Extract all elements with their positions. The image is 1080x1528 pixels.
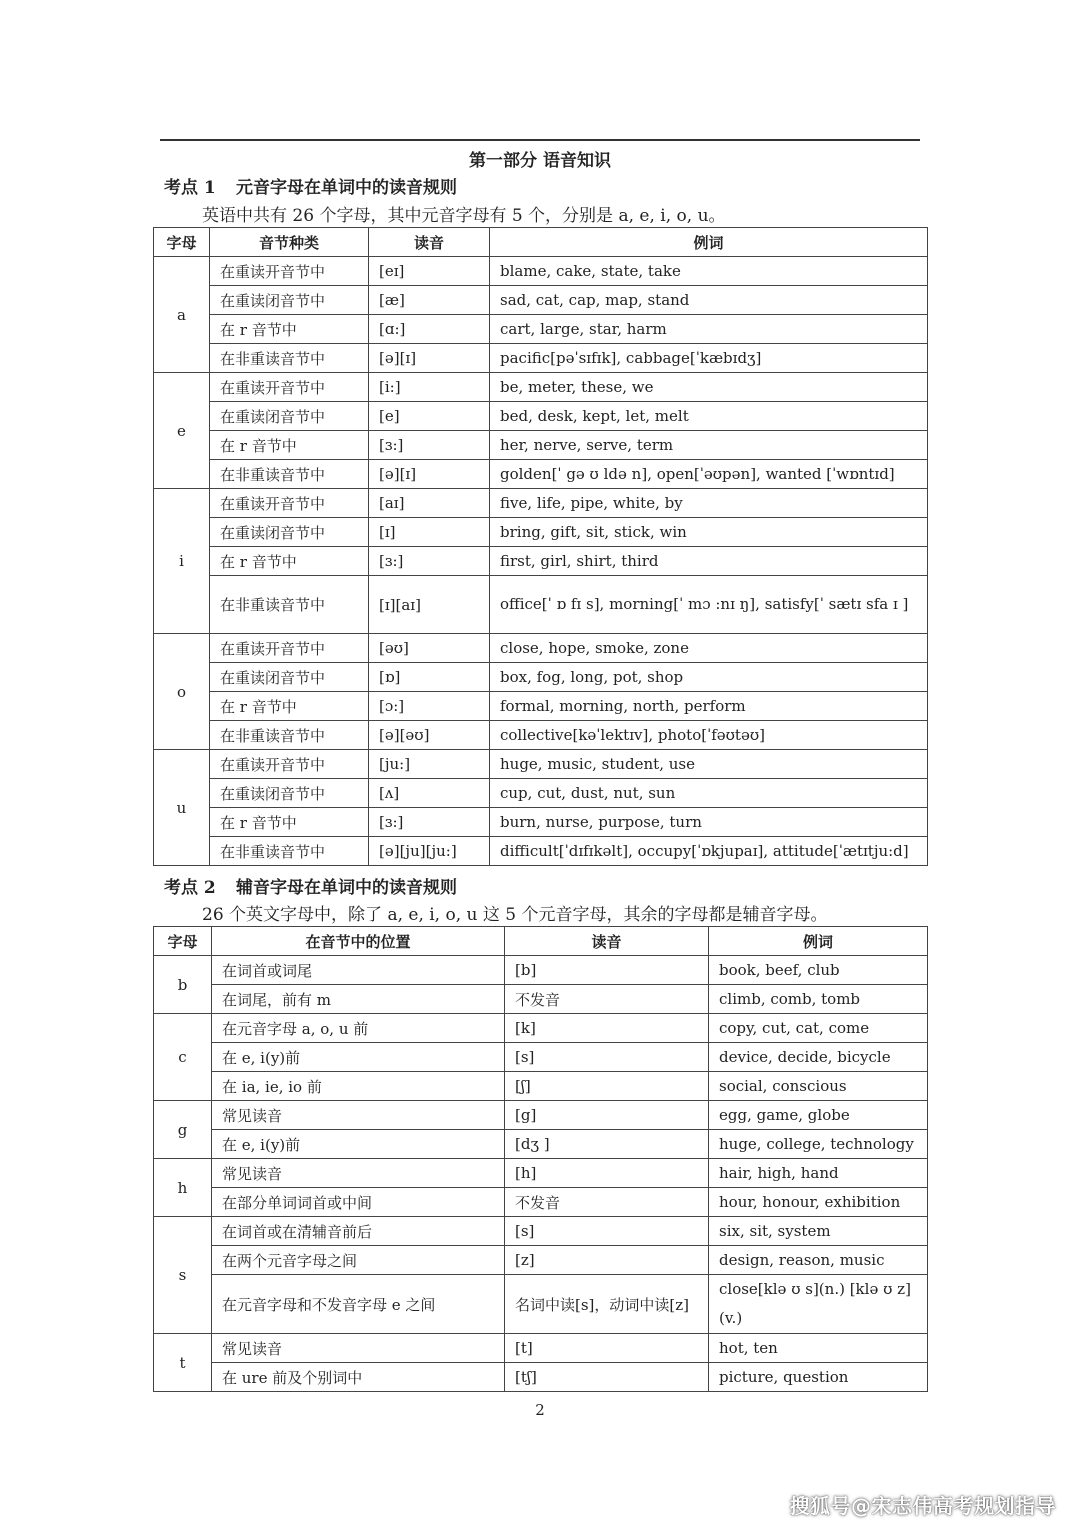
pronunciation-cell: [ə][əʊ] bbox=[369, 721, 490, 750]
examples-cell: six, sit, system bbox=[709, 1217, 928, 1246]
letter-cell: g bbox=[154, 1101, 212, 1159]
examples-cell: blame, cake, state, take bbox=[490, 257, 928, 286]
table-row bbox=[154, 663, 928, 692]
table-row bbox=[154, 576, 928, 634]
examples-cell: pacific[pəˈsɪfɪk], cabbage[ˈkæbɪdʒ] bbox=[490, 344, 928, 373]
table-row bbox=[154, 1275, 928, 1334]
pronunciation-cell: [ə][ɪ] bbox=[369, 344, 490, 373]
pronunciation-cell: [ɪ][aɪ] bbox=[369, 576, 490, 634]
pronunciation-cell: [eɪ] bbox=[369, 257, 490, 286]
table-row bbox=[154, 1101, 928, 1130]
examples-cell: her, nerve, serve, term bbox=[490, 431, 928, 460]
examples-cell: design, reason, music bbox=[709, 1246, 928, 1275]
pronunciation-cell: [ɜ:] bbox=[369, 808, 490, 837]
table-row bbox=[154, 431, 928, 460]
syllable-type-cell: 在重读开音节中 bbox=[210, 257, 369, 286]
section2-number: 考点 2 bbox=[164, 878, 216, 898]
pronunciation-cell: [ə][ju][ju:] bbox=[369, 837, 490, 866]
syllable-type-cell: 在非重读音节中 bbox=[210, 344, 369, 373]
examples-cell: be, meter, these, we bbox=[490, 373, 928, 402]
pronunciation-cell: 名词中读[s]，动词中读[z] bbox=[505, 1275, 709, 1334]
header-examples: 例词 bbox=[490, 228, 928, 257]
letter-cell: c bbox=[154, 1014, 212, 1101]
consonant-rules-table bbox=[153, 926, 928, 1392]
letter-cell: b bbox=[154, 956, 212, 1014]
pronunciation-cell: [ʌ] bbox=[369, 779, 490, 808]
letter-cell: o bbox=[154, 634, 210, 750]
table-row bbox=[154, 808, 928, 837]
pronunciation-cell: [b] bbox=[505, 956, 709, 985]
position-cell: 在 ia, ie, io 前 bbox=[212, 1072, 505, 1101]
table-row bbox=[154, 286, 928, 315]
table-row bbox=[154, 315, 928, 344]
pronunciation-cell: [ɪ] bbox=[369, 518, 490, 547]
pronunciation-cell: [ʃ] bbox=[505, 1072, 709, 1101]
examples-cell: sad, cat, cap, map, stand bbox=[490, 286, 928, 315]
pronunciation-cell: [t] bbox=[505, 1334, 709, 1363]
syllable-type-cell: 在重读闭音节中 bbox=[210, 402, 369, 431]
section1-intro: 英语中共有 26 个字母，其中元音字母有 5 个，分别是 a, e, i, o, u。 bbox=[202, 206, 726, 226]
position-cell: 在部分单词词首或中间 bbox=[212, 1188, 505, 1217]
table-row bbox=[154, 1159, 928, 1188]
examples-cell: book, beef, club bbox=[709, 956, 928, 985]
table-row bbox=[154, 1043, 928, 1072]
examples-cell: social, conscious bbox=[709, 1072, 928, 1101]
header-position: 在音节中的位置 bbox=[212, 927, 505, 956]
examples-cell: five, life, pipe, white, by bbox=[490, 489, 928, 518]
table-row bbox=[154, 489, 928, 518]
table-row bbox=[154, 344, 928, 373]
table-row bbox=[154, 1246, 928, 1275]
table-row bbox=[154, 721, 928, 750]
letter-cell: e bbox=[154, 373, 210, 489]
table-row bbox=[154, 750, 928, 779]
pronunciation-cell: [ə][ɪ] bbox=[369, 460, 490, 489]
section1-heading bbox=[164, 173, 457, 198]
letter-cell: a bbox=[154, 257, 210, 373]
examples-cell: cart, large, star, harm bbox=[490, 315, 928, 344]
pronunciation-cell: [ɜ:] bbox=[369, 547, 490, 576]
letter-cell: i bbox=[154, 489, 210, 634]
syllable-type-cell: 在非重读音节中 bbox=[210, 837, 369, 866]
pronunciation-cell: [h] bbox=[505, 1159, 709, 1188]
examples-cell: picture, question bbox=[709, 1363, 928, 1392]
table-row bbox=[154, 460, 928, 489]
pronunciation-cell: 不发音 bbox=[505, 985, 709, 1014]
table-row bbox=[154, 956, 928, 985]
examples-cell: bed, desk, kept, let, melt bbox=[490, 402, 928, 431]
examples-cell: cup, cut, dust, nut, sun bbox=[490, 779, 928, 808]
syllable-type-cell: 在重读开音节中 bbox=[210, 489, 369, 518]
position-cell: 常见读音 bbox=[212, 1159, 505, 1188]
table-row bbox=[154, 547, 928, 576]
table-row bbox=[154, 402, 928, 431]
syllable-type-cell: 在非重读音节中 bbox=[210, 721, 369, 750]
examples-cell: egg, game, globe bbox=[709, 1101, 928, 1130]
syllable-type-cell: 在重读开音节中 bbox=[210, 750, 369, 779]
examples-cell: hair, high, hand bbox=[709, 1159, 928, 1188]
examples-cell: huge, college, technology bbox=[709, 1130, 928, 1159]
vowel-rules-table bbox=[153, 227, 928, 866]
syllable-type-cell: 在重读闭音节中 bbox=[210, 518, 369, 547]
syllable-type-cell: 在 r 音节中 bbox=[210, 431, 369, 460]
pronunciation-cell: [s] bbox=[505, 1043, 709, 1072]
examples-cell: first, girl, shirt, third bbox=[490, 547, 928, 576]
pronunciation-cell: [g] bbox=[505, 1101, 709, 1130]
watermark: 搜狐号@宋志伟高考规划指导 bbox=[789, 1494, 1056, 1518]
table-row bbox=[154, 518, 928, 547]
letter-cell: u bbox=[154, 750, 210, 866]
syllable-type-cell: 在重读开音节中 bbox=[210, 373, 369, 402]
table-row bbox=[154, 837, 928, 866]
examples-cell: collective[kəˈlektɪv], photo[ˈfəʊtəʊ] bbox=[490, 721, 928, 750]
examples-cell: formal, morning, north, perform bbox=[490, 692, 928, 721]
pronunciation-cell: [ɜ:] bbox=[369, 431, 490, 460]
table-row bbox=[154, 985, 928, 1014]
syllable-type-cell: 在 r 音节中 bbox=[210, 692, 369, 721]
pronunciation-cell: [dʒ ] bbox=[505, 1130, 709, 1159]
examples-cell: golden[ˈ gə ʊ ldə n], open[ˈəʊpən], wanted [ˈwɒntɪd] bbox=[490, 460, 928, 489]
pronunciation-cell: [k] bbox=[505, 1014, 709, 1043]
table-row bbox=[154, 373, 928, 402]
table-header-row bbox=[154, 228, 928, 257]
consonant-rules-body bbox=[154, 956, 928, 1392]
position-cell: 在 ure 前及个别词中 bbox=[212, 1363, 505, 1392]
header-pronunciation: 读音 bbox=[505, 927, 709, 956]
table-row bbox=[154, 779, 928, 808]
examples-cell: copy, cut, cat, come bbox=[709, 1014, 928, 1043]
syllable-type-cell: 在非重读音节中 bbox=[210, 576, 369, 634]
examples-cell: close[klə ʊ s](n.) [klə ʊ z](v.) bbox=[709, 1275, 928, 1334]
table-row bbox=[154, 1363, 928, 1392]
pronunciation-cell: [ɔ:] bbox=[369, 692, 490, 721]
position-cell: 在 e, i(y)前 bbox=[212, 1130, 505, 1159]
syllable-type-cell: 在 r 音节中 bbox=[210, 315, 369, 344]
header-letter: 字母 bbox=[154, 927, 212, 956]
syllable-type-cell: 在重读闭音节中 bbox=[210, 779, 369, 808]
table-row bbox=[154, 1334, 928, 1363]
pronunciation-cell: [əʊ] bbox=[369, 634, 490, 663]
section1-number: 考点 1 bbox=[164, 178, 216, 198]
section2-intro: 26 个英文字母中，除了 a, e, i, o, u 这 5 个元音字母，其余的字母都是辅音字母。 bbox=[202, 905, 828, 925]
examples-cell: burn, nurse, purpose, turn bbox=[490, 808, 928, 837]
pronunciation-cell: [tʃ] bbox=[505, 1363, 709, 1392]
section2-title: 辅音字母在单词中的读音规则 bbox=[236, 878, 457, 898]
pronunciation-cell: [æ] bbox=[369, 286, 490, 315]
examples-cell: device, decide, bicycle bbox=[709, 1043, 928, 1072]
examples-cell: climb, comb, tomb bbox=[709, 985, 928, 1014]
pronunciation-cell: [s] bbox=[505, 1217, 709, 1246]
position-cell: 在词尾，前有 m bbox=[212, 985, 505, 1014]
page-number: 2 bbox=[535, 1401, 545, 1419]
letter-cell: h bbox=[154, 1159, 212, 1217]
table-header-row bbox=[154, 927, 928, 956]
pronunciation-cell: [z] bbox=[505, 1246, 709, 1275]
position-cell: 在词首或在清辅音前后 bbox=[212, 1217, 505, 1246]
position-cell: 在两个元音字母之间 bbox=[212, 1246, 505, 1275]
position-cell: 常见读音 bbox=[212, 1334, 505, 1363]
pronunciation-cell: [i:] bbox=[369, 373, 490, 402]
syllable-type-cell: 在 r 音节中 bbox=[210, 808, 369, 837]
pronunciation-cell: [ju:] bbox=[369, 750, 490, 779]
table-row bbox=[154, 1014, 928, 1043]
header-examples: 例词 bbox=[709, 927, 928, 956]
pronunciation-cell: 不发音 bbox=[505, 1188, 709, 1217]
examples-cell: box, fog, long, pot, shop bbox=[490, 663, 928, 692]
syllable-type-cell: 在重读开音节中 bbox=[210, 634, 369, 663]
pronunciation-cell: [ɑ:] bbox=[369, 315, 490, 344]
pronunciation-cell: [ɒ] bbox=[369, 663, 490, 692]
examples-cell: hot, ten bbox=[709, 1334, 928, 1363]
part-title: 第一部分 语音知识 bbox=[469, 151, 611, 171]
syllable-type-cell: 在 r 音节中 bbox=[210, 547, 369, 576]
syllable-type-cell: 在重读闭音节中 bbox=[210, 286, 369, 315]
vowel-rules-body bbox=[154, 257, 928, 866]
top-rule bbox=[160, 139, 920, 141]
header-pronunciation: 读音 bbox=[369, 228, 490, 257]
section2-heading bbox=[164, 873, 457, 898]
examples-cell: close, hope, smoke, zone bbox=[490, 634, 928, 663]
position-cell: 在元音字母和不发音字母 e 之间 bbox=[212, 1275, 505, 1334]
table-row bbox=[154, 1217, 928, 1246]
section1-title: 元音字母在单词中的读音规则 bbox=[236, 178, 457, 198]
examples-cell: bring, gift, sit, stick, win bbox=[490, 518, 928, 547]
header-syllable-type: 音节种类 bbox=[210, 228, 369, 257]
examples-cell: difficult[ˈdɪfɪkəlt], occupy[ˈɒkjupaɪ], attitude[ˈætɪtju:d] bbox=[490, 837, 928, 866]
table-row bbox=[154, 257, 928, 286]
letter-cell: s bbox=[154, 1217, 212, 1334]
syllable-type-cell: 在重读闭音节中 bbox=[210, 663, 369, 692]
letter-cell: t bbox=[154, 1334, 212, 1392]
table-row bbox=[154, 634, 928, 663]
table-row bbox=[154, 1130, 928, 1159]
pronunciation-cell: [aɪ] bbox=[369, 489, 490, 518]
syllable-type-cell: 在非重读音节中 bbox=[210, 460, 369, 489]
position-cell: 在词首或词尾 bbox=[212, 956, 505, 985]
examples-cell: office[ˈ ɒ fɪ s], morning[ˈ mɔ :nɪ ŋ], satisfy[ˈ sætɪ sfa ɪ ] bbox=[490, 576, 928, 634]
header-letter: 字母 bbox=[154, 228, 210, 257]
position-cell: 在元音字母 a, o, u 前 bbox=[212, 1014, 505, 1043]
examples-cell: huge, music, student, use bbox=[490, 750, 928, 779]
pronunciation-cell: [e] bbox=[369, 402, 490, 431]
table-row bbox=[154, 1188, 928, 1217]
position-cell: 在 e, i(y)前 bbox=[212, 1043, 505, 1072]
examples-cell: hour, honour, exhibition bbox=[709, 1188, 928, 1217]
table-row bbox=[154, 1072, 928, 1101]
position-cell: 常见读音 bbox=[212, 1101, 505, 1130]
table-row bbox=[154, 692, 928, 721]
